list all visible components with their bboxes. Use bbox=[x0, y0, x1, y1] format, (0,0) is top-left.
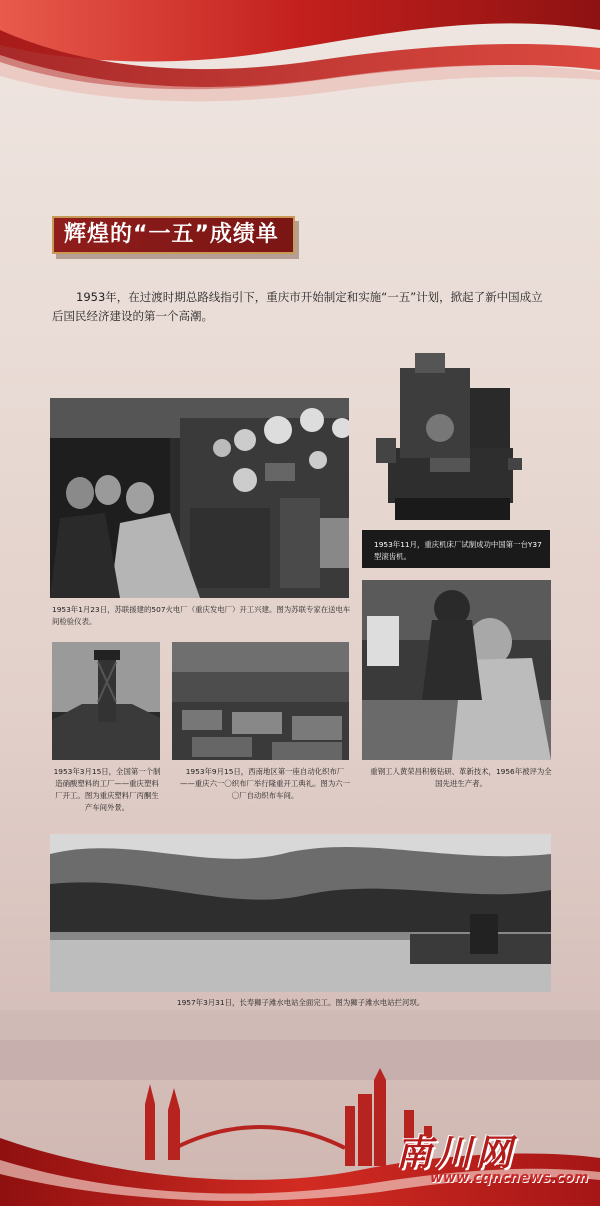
photo-plastics-factory bbox=[52, 642, 160, 760]
caption-hydro-station: 1957年3月31日，长寿狮子滩水电站全面完工。图为狮子滩水电站拦河坝。 bbox=[176, 998, 425, 1007]
section-title: 辉煌的“一五”成绩单 bbox=[52, 216, 295, 254]
intro-paragraph: 1953年，在过渡时期总路线指引下，重庆市开始制定和实施“一五”计划，掀起了新中国成立后国民经济建设的第一个高潮。 bbox=[52, 290, 543, 323]
top-red-ribbon bbox=[0, 0, 600, 110]
photo-gear-machine bbox=[370, 348, 527, 528]
photo-hydro-station bbox=[50, 834, 551, 992]
caption-steel-worker: 重钢工人黄荣昌积极钻研、革新技术，1956年被评为全国先进生产者。 bbox=[370, 767, 552, 788]
photo-power-plant bbox=[50, 398, 349, 598]
photo-textile-mill bbox=[172, 642, 349, 760]
caption-plastics-factory: 1953年3月15日，全国第一个制造硝酸塑料的工厂——重庆塑料厂开工。图为重庆塑料厂丙酮生产车间外景。 bbox=[53, 767, 161, 812]
watermark-url: www.cqncnews.com bbox=[430, 1170, 589, 1186]
caption-box-gear-machine bbox=[362, 530, 550, 568]
caption-textile-mill: 1953年9月15日，西南地区第一座自动化织布厂——重庆六一〇织布厂举行隆重开工典礼。图为六一〇厂自动织布车间。 bbox=[180, 767, 350, 800]
photo-steel-worker bbox=[362, 580, 551, 760]
watermark-logo: 南川网 bbox=[396, 1133, 517, 1174]
caption-gear-machine: 1953年11月，重庆机床厂试制成功中国第一台Y37型滚齿机。 bbox=[374, 540, 542, 561]
caption-power-plant: 1953年1月23日，苏联援建的507火电厂（重庆发电厂）开工兴建。图为苏联专家在送电车间检验仪表。 bbox=[52, 605, 351, 626]
